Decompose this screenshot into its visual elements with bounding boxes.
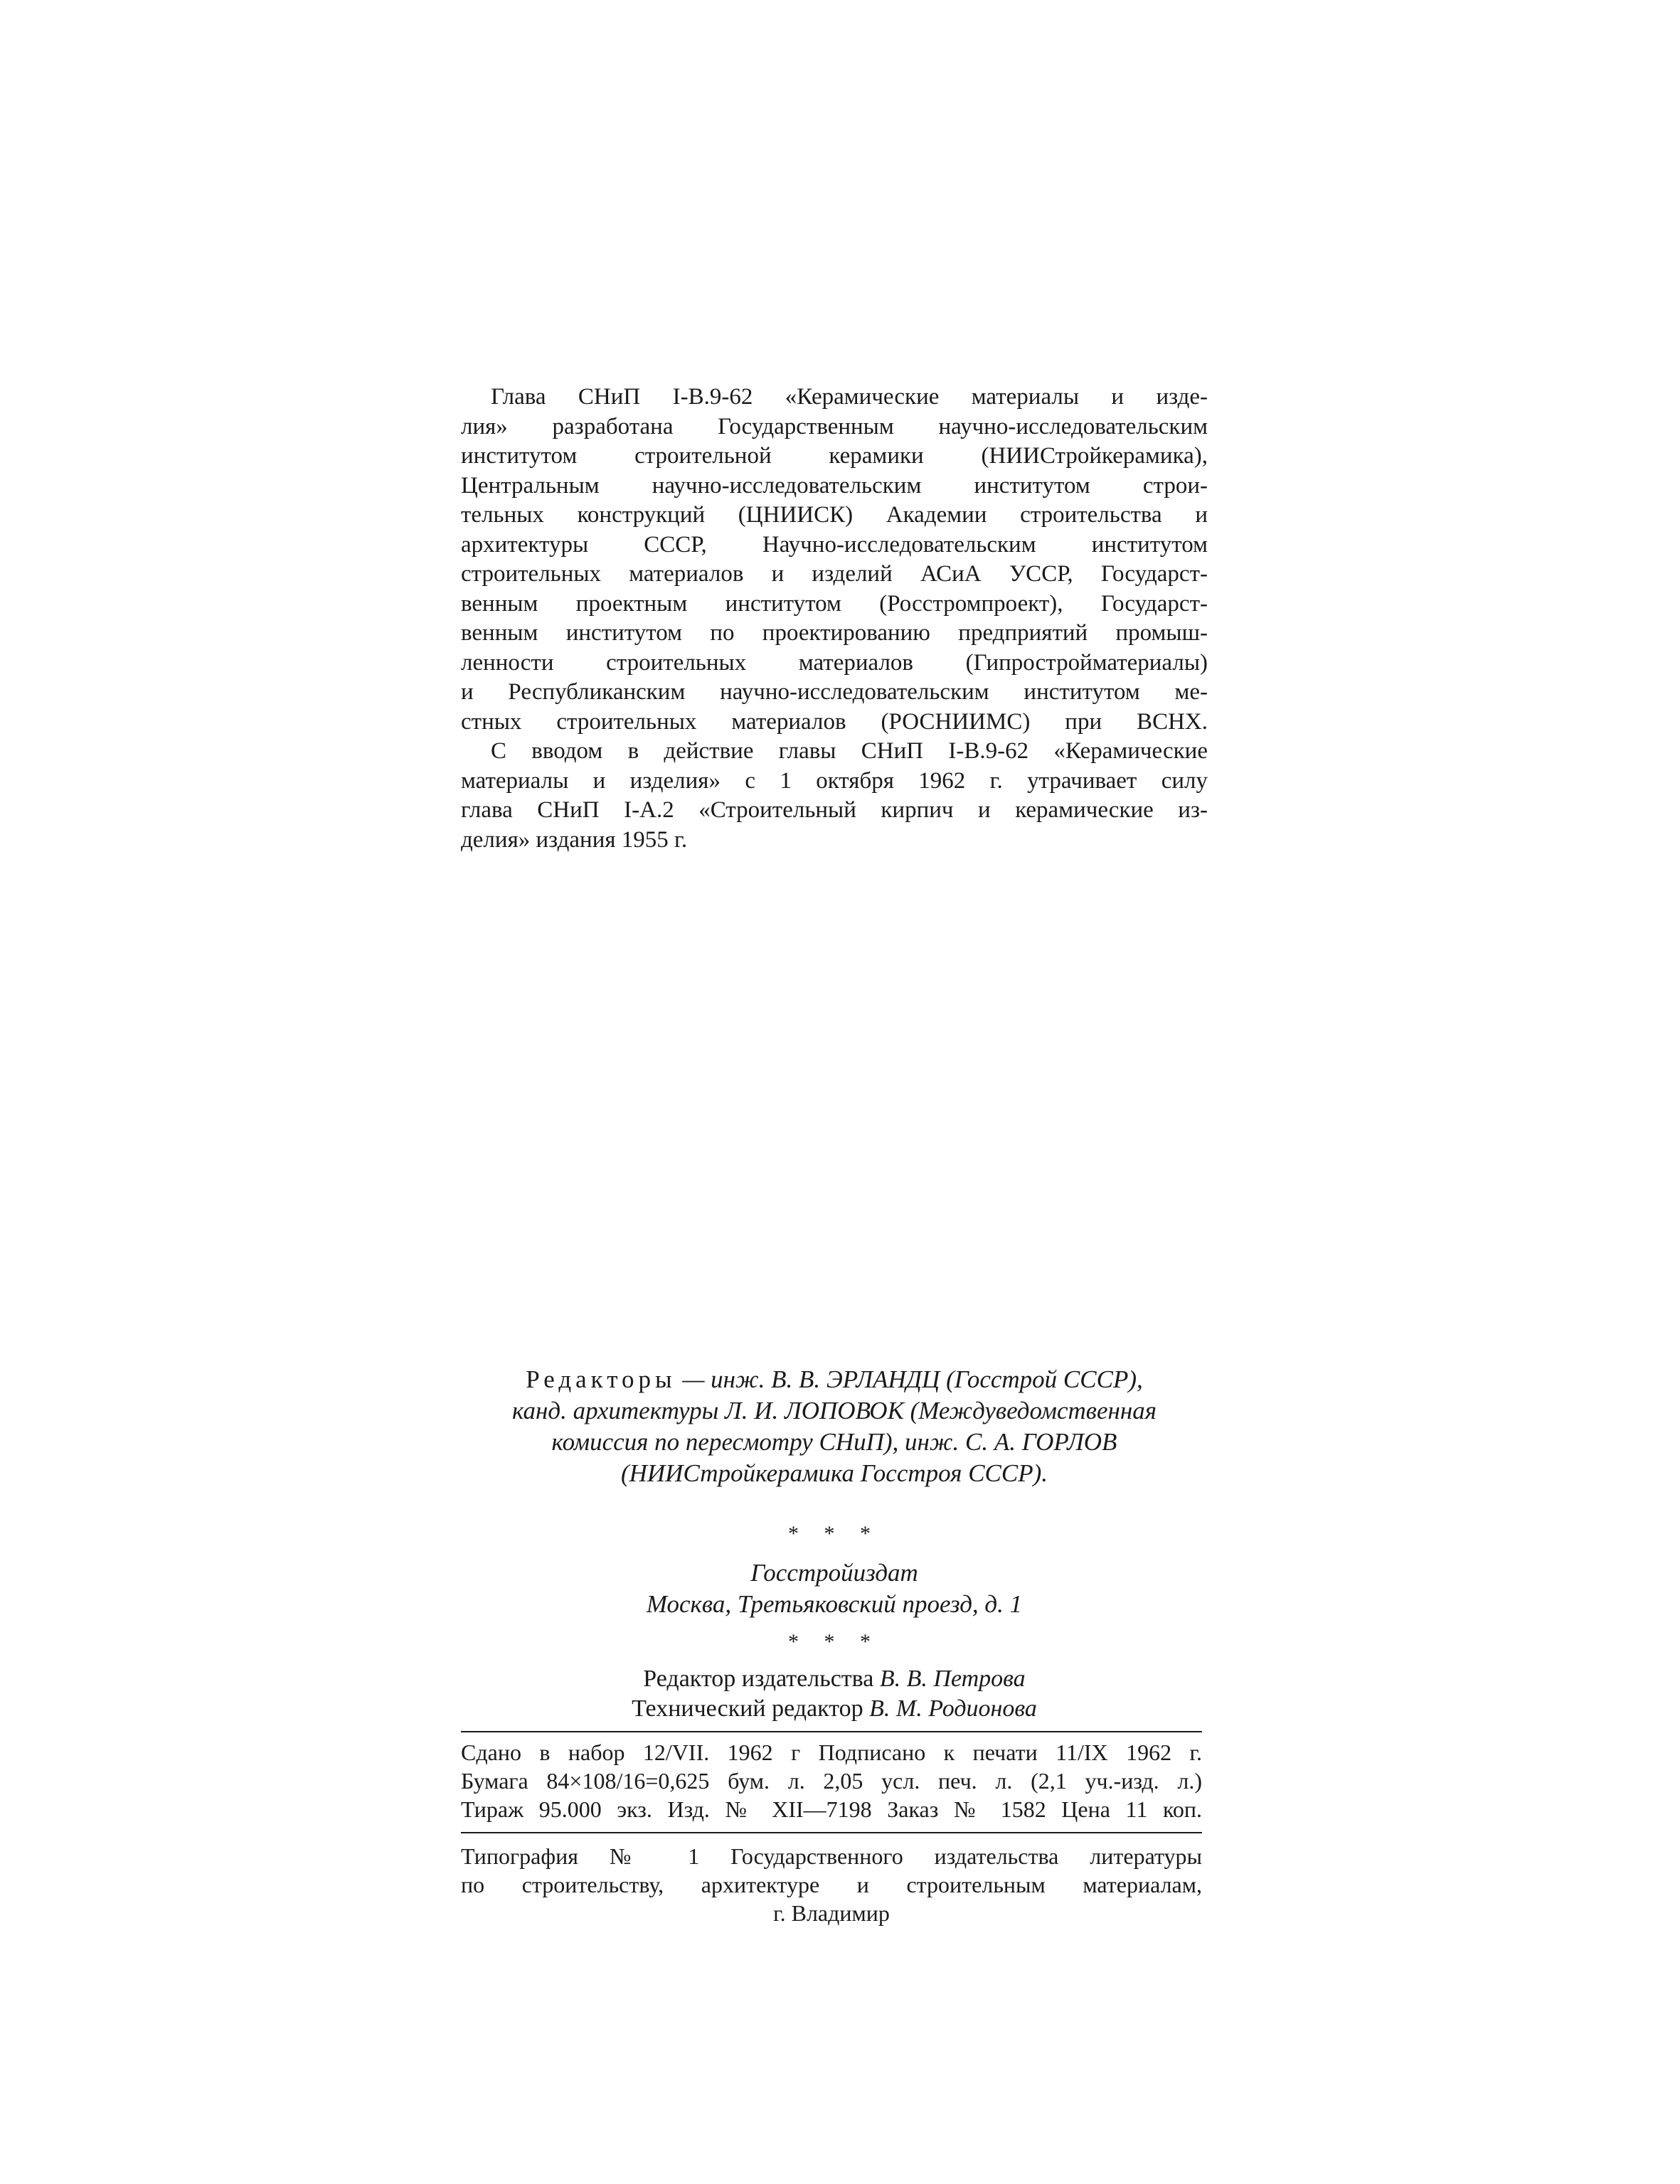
printer-line: Типография № 1 Государственного издательства литературы bbox=[461, 1843, 1202, 1869]
intro-line: и Республиканским научно-исследовательским институтом ме- bbox=[461, 679, 1208, 705]
intro-line: архитектуры СССР, Научно-исследовательским институтом bbox=[461, 531, 1208, 558]
editors-line: (НИИСтройкерамика Госстроя СССР). bbox=[620, 1459, 1048, 1487]
intro-line: венным институтом по проектированию предприятий промыш- bbox=[461, 620, 1208, 646]
printer-line: по строительству, архитектуре и строительным материалам, bbox=[461, 1872, 1202, 1897]
editors-line: канд. архитектуры Л. И. ЛОПОВОК (Междуведомственная bbox=[512, 1397, 1157, 1424]
publisher-address: Москва, Третьяковский проезд, д. 1 bbox=[646, 1590, 1023, 1618]
imprint-block bbox=[461, 1738, 1202, 1823]
separator-stars: * * * bbox=[788, 1630, 881, 1653]
printer-line: г. Владимир bbox=[773, 1900, 890, 1926]
intro-line: ленности строительных материалов (Гипростройматериалы) bbox=[461, 649, 1208, 676]
intro-paragraphs bbox=[461, 383, 1208, 855]
editors-line: — инж. В. В. ЭРЛАНДЦ (Госстрой СССР), bbox=[676, 1365, 1143, 1393]
intro-line: материалы и изделия» с 1 октября 1962 г. утрачивает силу bbox=[461, 767, 1208, 794]
imprint-line: Бумага 84×108/16=0,625 бум. л. 2,05 усл. печ. л. (2,1 уч.-изд. л.) bbox=[461, 1768, 1202, 1794]
printer-block bbox=[461, 1842, 1202, 1927]
technical-editor-label: Технический редактор bbox=[632, 1695, 863, 1722]
editors-credits bbox=[461, 1364, 1208, 1489]
intro-line: Глава СНиП I-В.9-62 «Керамические материалы и изде- bbox=[491, 384, 1208, 410]
publishing-editor-label: Редактор издательства bbox=[643, 1666, 874, 1692]
imprint-top-rule bbox=[461, 1731, 1202, 1732]
printer-top-rule bbox=[461, 1832, 1202, 1833]
intro-line: тельных конструкций (ЦНИИСК) Академии строительства и bbox=[461, 502, 1208, 528]
editors-label: Редакторы bbox=[526, 1365, 676, 1393]
intro-line: венным проектным институтом (Росстромпроект), Государст- bbox=[461, 590, 1208, 617]
publishing-editor bbox=[461, 1666, 1208, 1693]
publishing-editor-name: В. В. Петрова bbox=[879, 1666, 1026, 1692]
publisher-name: Госстройиздат bbox=[750, 1559, 918, 1587]
imprint-line: Сдано в набор 12/VII. 1962 г Подписано к печати 11/IX 1962 г. bbox=[461, 1740, 1202, 1765]
intro-line: институтом строительной керамики (НИИСтройкерамика), bbox=[461, 443, 1208, 469]
intro-line: стных строительных материалов (РОСНИИМС) при ВСНХ. bbox=[461, 708, 1208, 735]
intro-line: делия» издания 1955 г. bbox=[461, 826, 688, 853]
technical-editor-name: В. М. Родионова bbox=[869, 1695, 1037, 1722]
intro-line: глава СНиП I-А.2 «Строительный кирпич и керамические из- bbox=[461, 797, 1208, 823]
intro-line: строительных материалов и изделий АСиА УССР, Государст- bbox=[461, 561, 1208, 587]
editors-line: комиссия по пересмотру СНиП), инж. С. А. ГОРЛОВ bbox=[551, 1428, 1117, 1456]
intro-line: С вводом в действие главы СНиП I-В.9-62 «Керамические bbox=[491, 738, 1208, 764]
intro-line: Центральным научно-исследовательским институтом строи- bbox=[461, 472, 1208, 499]
separator-stars: * * * bbox=[788, 1522, 881, 1545]
imprint-line: Тираж 95.000 экз. Изд. № XII—7198 Заказ № 1582 Цена 11 коп. bbox=[461, 1796, 1202, 1822]
technical-editor bbox=[461, 1695, 1208, 1722]
intro-line: лия» разработана Государственным научно-исследовательским bbox=[461, 413, 1208, 440]
